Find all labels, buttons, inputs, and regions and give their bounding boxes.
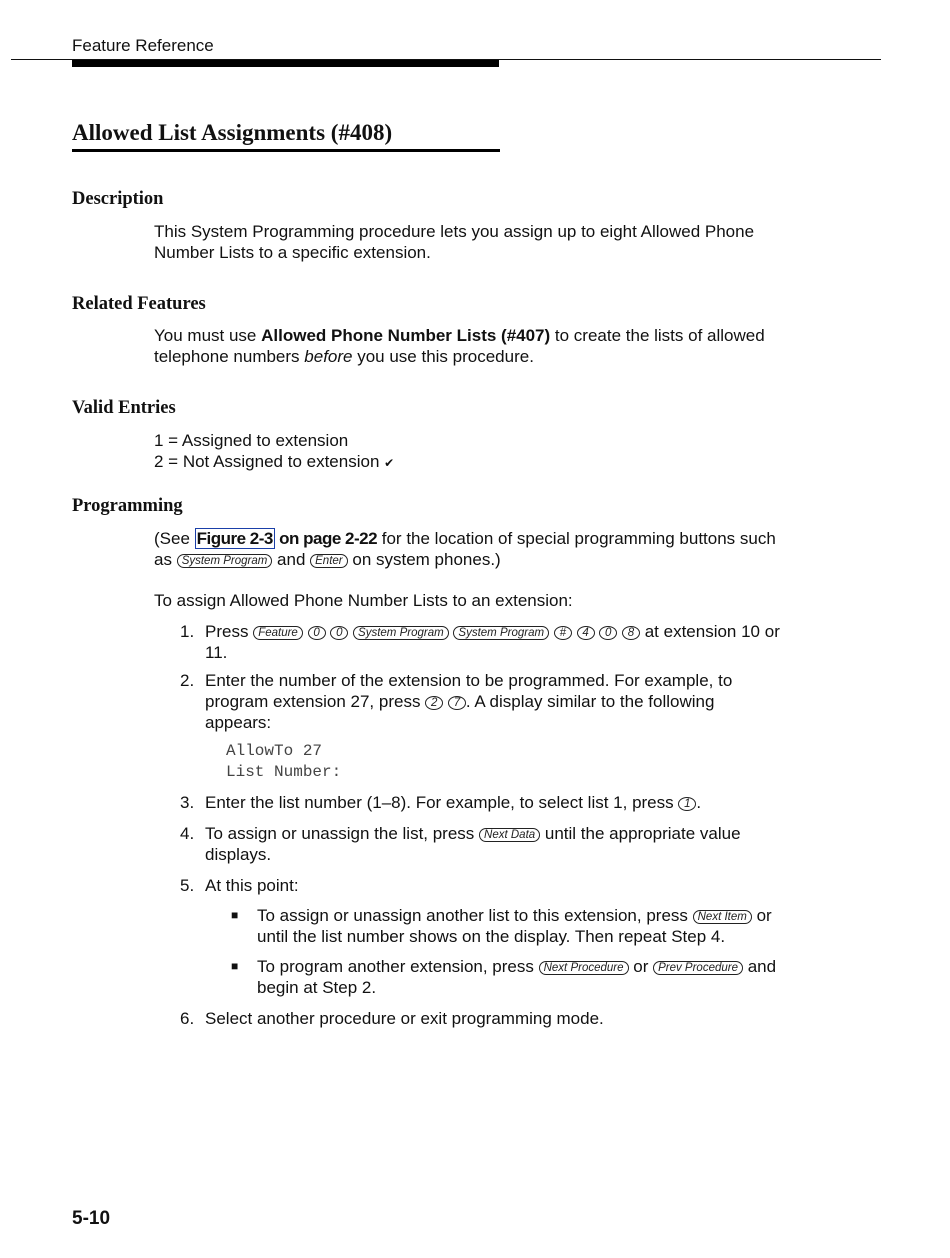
- related-feature-link: Allowed Phone Number Lists (#407): [261, 326, 551, 345]
- system-program-key-icon: System Program: [453, 626, 549, 640]
- digit-0-key-icon: 0: [308, 626, 326, 640]
- digit-4-key-icon: 4: [577, 626, 595, 640]
- valid-entry-1: 1 = Assigned to extension: [154, 431, 349, 450]
- default-check-icon: ✔: [384, 456, 395, 470]
- digit-1-key-icon: 1: [678, 797, 696, 811]
- programming-intro: To assign Allowed Phone Number Lists to an extension:: [154, 591, 573, 610]
- system-program-key-icon: System Program: [353, 626, 449, 640]
- step-number: 2.: [180, 671, 195, 690]
- bullet-square-icon: ■: [231, 959, 239, 973]
- digit-7-key-icon: 7: [448, 696, 466, 710]
- system-program-key-icon: System Program: [177, 554, 273, 568]
- display-line-1: AllowTo 27: [226, 742, 323, 760]
- valid-entry-2: 2 = Not Assigned to extension ✔: [154, 452, 395, 471]
- feature-key-icon: Feature: [253, 626, 303, 640]
- digit-8-key-icon: 8: [622, 626, 640, 640]
- bullet-square-icon: ■: [231, 908, 239, 922]
- prev-procedure-key-icon: Prev Procedure: [653, 961, 743, 975]
- display-line-2: List Number:: [226, 763, 342, 781]
- enter-key-icon: Enter: [310, 554, 348, 568]
- step-number: 3.: [180, 793, 195, 812]
- next-procedure-key-icon: Next Procedure: [539, 961, 629, 975]
- page-number: 5-10: [72, 1208, 111, 1229]
- step-number: 4.: [180, 824, 195, 843]
- figure-xref-link[interactable]: Figure 2-3: [196, 529, 273, 548]
- step-number: 6.: [180, 1009, 195, 1028]
- description-text: This System Programming procedure lets you assign up to eight Allowed Phone Number Lists to a specific extension.: [154, 222, 755, 262]
- step-number: 5.: [180, 876, 195, 895]
- related-features-text: You must use Allowed Phone Number Lists (#407) to create the lists of allowed telephone numbers before you use this procedure.: [154, 326, 765, 366]
- next-data-key-icon: Next Data: [479, 828, 540, 842]
- header-bar: [72, 60, 499, 67]
- digit-2-key-icon: 2: [425, 696, 443, 710]
- page-xref-link[interactable]: on page 2-22: [274, 529, 378, 548]
- valid-entries-heading: Valid Entries: [72, 398, 176, 418]
- description-heading: Description: [72, 189, 164, 209]
- programming-see-note: (See Figure 2-3 on page 2-22 for the location of special programming buttons such as System Program and Enter on system phones.): [154, 529, 776, 569]
- page-title: Allowed List Assignments (#408): [72, 120, 393, 145]
- programming-heading: Programming: [72, 496, 183, 516]
- step-number: 1.: [180, 622, 195, 641]
- title-rule: [72, 149, 500, 152]
- next-item-key-icon: Next Item: [693, 910, 752, 924]
- pound-key-icon: #: [554, 626, 572, 640]
- digit-0-key-icon: 0: [599, 626, 617, 640]
- running-header: Feature Reference: [72, 36, 214, 55]
- related-features-heading: Related Features: [72, 294, 206, 314]
- digit-0-key-icon: 0: [330, 626, 348, 640]
